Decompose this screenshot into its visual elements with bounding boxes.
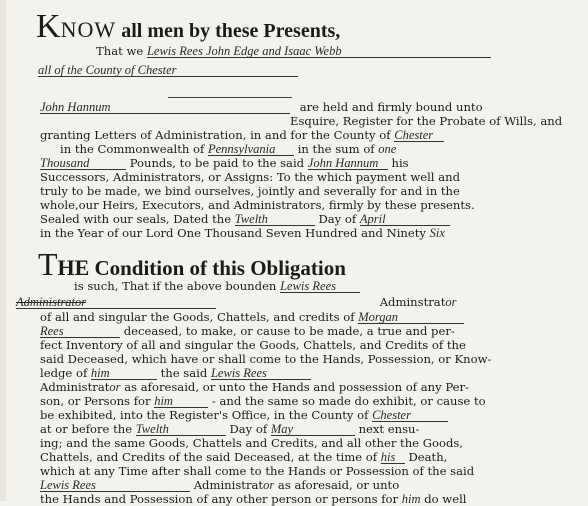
bond-line-9 [40,212,532,226]
state-name: Pennsylvania [208,143,294,156]
bond-line-8: whole,our Heirs, Executors, and Administrators, firmly by these presents. [40,198,475,212]
obligee-name: John Hannum [40,101,290,114]
administrat-text: Administrat [40,380,110,394]
county-text: all of the County of Chester [38,64,298,77]
deceased-first-name: Morgan [358,311,464,324]
dated-text: Sealed with our seals, Dated the [40,212,232,226]
credits-text: of all and singular the Goods, Chattels, and credits of [40,310,355,324]
condition-heading [38,246,346,283]
day-of-text: Day of [318,212,357,226]
do-well-text: do well [424,492,467,506]
bond-line-4 [60,142,552,156]
know-heading [36,8,340,46]
letters-text: granting Letters of Administration, in and for the County of [40,128,391,142]
page-edge [0,0,6,501]
obligors-line [96,44,588,58]
obligee-name-2: John Hannum [308,157,388,170]
his-text: his [391,156,409,170]
bounden-text: is such, That if the above bounden [74,279,277,293]
deceased-surname: Rees [40,325,120,338]
cond-line-9 [40,394,532,408]
cond-line-15 [40,478,532,492]
know-rest: NOW [60,17,117,42]
cond-line-12: ing; and the same Goods, Chattels and Credits, and all other the Goods, [40,436,463,450]
the-said-text: the said [160,366,208,380]
bond-line-2 [290,114,563,128]
before-text: at or before the [40,422,133,436]
cond-line-4 [40,324,532,338]
him-word-3: him [401,492,421,506]
cond-line-8 [40,380,532,394]
blank-line [168,97,292,98]
administrat-suffix-2: or [263,478,275,492]
cond-line-7 [40,366,532,380]
bounden-name: Lewis Rees [280,280,360,293]
dated-month: April [360,213,450,226]
obligors-names: Lewis Rees John Edge and Isaac Webb [147,45,491,58]
bond-line-7: truly to be made, we bind ourselves, jointly and severally for and in the [40,184,460,198]
inventory-text: deceased, to make, or cause to be made, a true and per- [123,324,455,338]
cond-line-2 [16,295,532,309]
know-initial: K [36,8,61,45]
register-office-text: be exhibited, into the Register's Office, in the County of [40,408,369,422]
cond-line-3 [40,310,532,324]
bond-line-1 [40,100,532,114]
condition-title: Condition of this Obligation [94,256,346,280]
cond-line-5: fect Inventory of all and singular the Goods, Chattels, and Credits of the [40,338,466,352]
cond-line-1 [74,279,566,293]
year-value: Six [429,226,445,240]
bond-line-3 [40,128,532,142]
know-tail: all men by these Presents, [121,20,341,42]
cond-line-11 [40,422,532,436]
exhibit-text: - and the same so made do exhibit, or cause to [211,394,486,408]
condition-initial: T [38,246,58,282]
condition-he: HE [57,255,90,280]
administrator-word: Administrator [16,296,216,309]
sum-amount-2: Thousand [40,157,126,170]
administrator-name: Lewis Rees [211,367,311,380]
him-word: him [91,367,157,380]
sum-amount: one [378,142,397,156]
death-text: Death, [408,450,448,464]
that-we-label: That we [96,44,144,58]
cond-line-13 [40,450,532,464]
persons-text: son, or Persons for [40,394,151,408]
bound-text: are held and firmly bound unto [299,100,483,114]
cond-line-14: which at any Time after shall come to the Hands or Possession of the said [40,464,475,478]
ledge-text: ledge of [40,366,88,380]
cond-line-16 [40,492,532,506]
administrat-text-2: Administrat [193,478,264,492]
ensuing-text: next ensu- [358,422,420,436]
time-of-text: Chattels, and Credits of the said Deceased, at the time of [40,450,378,464]
adminstrat-suffix: or [445,295,457,309]
bond-line-5 [40,156,532,170]
county-name-2: Chester [372,409,448,422]
aforesaid-text-2: as aforesaid, or unto [277,478,400,492]
his-word: his [381,451,405,464]
possession-text: the Hands and Possession of any other person or persons for [40,492,399,506]
county-name: Chester [394,129,444,142]
administrator-name-2: Lewis Rees [40,479,190,492]
county-line [38,63,530,77]
him-word-2: him [154,395,208,408]
paid-text: Pounds, to be paid to the said [129,156,305,170]
adminstrat-text: Adminstrat [379,295,446,309]
cond-line-6: said Deceased, which have or shall come to the Hands, Possession, or Know- [40,352,492,366]
year-text: in the Year of our Lord One Thousand Seven Hundred and Ninety [40,226,426,240]
bond-line-10 [40,226,532,240]
bond-line-6: Successors, Administrators, or Assigns: To the which payment well and [40,170,461,184]
due-month: May [271,423,355,436]
due-day: Twelth [136,423,226,436]
sum-text: in the sum of [297,142,375,156]
cond-line-10 [40,408,532,422]
commonwealth-text: in the Commonwealth of [60,142,205,156]
administrat-suffix: or [109,380,121,394]
aforesaid-text: as aforesaid, or unto the Hands and possession of any Per- [124,380,469,394]
register-text: Esquire, Register for the Probate of Wills, and [290,114,563,128]
day-of-text-2: Day of [229,422,268,436]
dated-day: Twelth [235,213,315,226]
